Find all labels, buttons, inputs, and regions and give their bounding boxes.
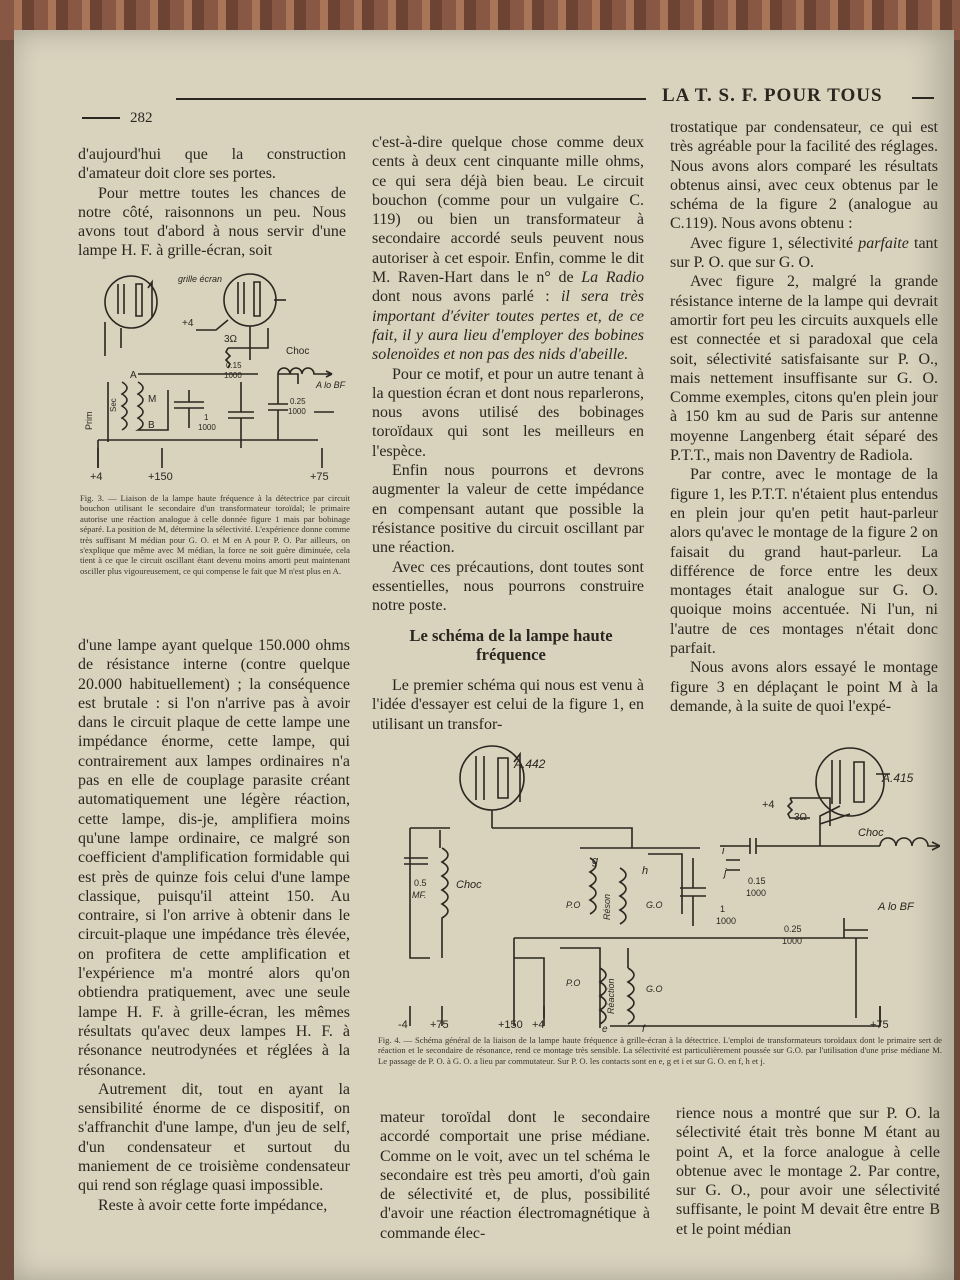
fig4-label: h [642, 865, 649, 877]
fig4-label: Réaction [606, 978, 616, 1014]
fig3-label: M [148, 394, 157, 405]
paragraph: Pour ce motif, et pour un autre tenant à la question écran et dont nous reparlerons, nous avons utilisé des bobinages toroïdaux qui sont les meilleurs en l'espèce. [372, 365, 644, 460]
paragraph: Avec figure 2, malgré la grande résistance interne de la lampe qui devrait amortir fort peu les circuits auxquels elle est connectée et si paradoxal que cela soit, sélectivité satisfaisante sur P. O., mais nettement insuffisante sur G. O. Comme exemples, citons qu'en plein jour à 150 km au sud de Paris sur antenne moyenne Langenberg était séparé des P.T.T., mais non Daventry de Radiola. [670, 273, 938, 465]
paragraph: Nous avons alors essayé le montage figure 3 en déplaçant le point M à la demande, à la suite de quoi l'expé- [670, 659, 938, 715]
fig3-label: 0.15 [226, 361, 242, 370]
fig4-label: A lo BF [878, 901, 914, 913]
figure-3-schematic [78, 262, 358, 488]
column-2 [372, 133, 644, 615]
tube-a442 [460, 746, 524, 810]
fig3-label: 1000 [224, 371, 242, 380]
paragraph [372, 133, 644, 365]
column-1-top [78, 145, 346, 261]
paragraph: Pour mettre toutes les chances de notre côté, raisonnons un peu. Nous avons tout d'abord à nous servir d'une lampe H. F. à grille-écran, soit [78, 184, 346, 260]
fig4-label: 1 [720, 904, 726, 914]
paragraph: d'une lampe ayant quelque 150.000 ohms de résistance interne (contre quelque 20.000 habituellement) ; la conséquence est brutale : si l'on n'arrive pas à avoir dans le circuit plaque de cette lampe une impédance énorme, cette lampe, qui contrairement aux lampes ordinaires n'a pas en elle de couplage parasite créant automatiquement une légère réaction, cette lampe, dis-je, amplifiera moins qu'une lampe ordinaire, ce malgré son coefficient d'amplification formidable qui est près de quinze fois celui d'une lampe classique, puisqu'il atteint 150. Au contraire, si l'on arrive à obtenir dans le circuit-plaque une impédance très élevée, on profitera de cette amplification et l'expérience m'a montré alors qu'on obtiendra pratiquement, avec une seule lampe H. F. à grille-écran, les mêmes résultats qu'avec deux lampes H. F. à résonance neutrodynées et réglées à la résonance. [78, 637, 350, 1079]
fig4-label: +4 [532, 1019, 545, 1031]
paragraph: Autrement dit, tout en ayant la sensibilité énorme de ce dispositif, on s'affranchit d'une lampe, d'un jeu de self, d'un condensateur et surtout du maniement de ce troisième condensateur qui rend son réglage quasi impossible. [78, 1080, 350, 1195]
fig4-label: G.O [646, 984, 663, 994]
paragraph: rience nous a montré que sur P. O. la sélectivité était très bonne M étant au point A, et la force analogue à celle obtenue avec le montage 2. Par contre, sur G. O., pour avoir une sélectivité suffisante, le point M devait être entre B et le point médian [676, 1105, 940, 1238]
fig4-label: MF. [412, 890, 427, 900]
fig4-label: P.O [566, 900, 581, 910]
text-run: c'est-à-dire quelque chose comme deux cents à deux cent cinquante mille ohms, ce qui sera déjà bien beau. Le circuit bouchon (comme pour un vulgaire C. 119) ou bien un transformateur à secondaire accordé seuls peuvent nous autoriser à cet espoir. Enfin, comme le dit M. Raven-Hart dans le n° de [372, 134, 644, 287]
paragraph: mateur toroïdal dont le secondaire accordé comportait une prise médiane. Comme on le voit, avec un tel schéma le secondaire est très peu amorti, d'où gain de sélectivité et, de plus, possibilité d'avoir une réaction électromagnétique à commande élec- [380, 1109, 650, 1242]
fig4-label: +75 [430, 1019, 449, 1031]
text-run-italic: parfaite [858, 234, 909, 252]
paragraph: Avec ces précautions, dont toutes sont essentielles, nous pourrons construire notre poste. [372, 558, 644, 615]
tube-left [105, 276, 157, 328]
column-2-bottom [380, 1108, 650, 1243]
fig4-label: 0.5 [414, 878, 427, 888]
fig4-label: i [722, 845, 725, 857]
running-title: LA T. S. F. POUR TOUS [662, 85, 883, 106]
column-3-bottom [676, 1104, 940, 1239]
fig3-label: +4 [90, 471, 103, 483]
fig4-label: +4 [762, 799, 775, 811]
fig3-label: 1 [204, 413, 209, 422]
fig4-label: 1000 [716, 916, 737, 926]
text-run-italic: il sera très important d'éviter toutes pertes et, de ce fait, il y aura lieu d'employer des bobines solenoïdes et non pas des nids d'abeille. [372, 288, 645, 364]
tube-a415 [816, 748, 884, 816]
fig4-label: 3Ω [794, 812, 808, 823]
fig4-label: 1000 [782, 936, 803, 946]
text-run: Avec figure 1, sélectivité [690, 234, 859, 252]
tube-right [224, 274, 276, 326]
figure-3-caption: Fig. 3. — Liaison de la lampe haute fréquence à la détectrice par circuit bouchon utilisant le secondaire d'un transformateur toroïdal; le primaire autorise une réaction analogue à celle donnée figure 1 mais par bobinage séparé. La position de M, détermine la sélectivité. L'expérience donne comme très suffisant M médian pour G. O. et M en A pour P. O. Par ailleurs, on s'explique que même avec M médian, la force ne soit guère diminuée, cela tient à ce que le circuit oscillant étant devenu moins amorti peut maintenant osciller plus vigoureusement, ce qui compense le fait que M n'est plus en A. [80, 493, 350, 576]
section-heading: Le schéma de la lampe haute fréquence [409, 626, 613, 664]
text-run: dont nous avons parlé : [372, 288, 561, 306]
fig4-label: 0.15 [748, 876, 766, 886]
fig4-label: G.O [646, 900, 663, 910]
paragraph: Enfin nous pourrons et devrons augmenter la valeur de cette impédance en compensant autant que possible la résistance positive du circuit oscillant par une réaction. [372, 462, 644, 557]
fig4-label: +150 [498, 1019, 523, 1031]
fig4-label: +75 [870, 1019, 889, 1031]
fig4-label: 1000 [746, 888, 767, 898]
column-1-bottom [78, 636, 350, 1215]
fig4-label: -4 [398, 1019, 408, 1031]
header-rule-right [912, 97, 934, 99]
fig3-label: 3Ω [224, 334, 238, 345]
paragraph: trostatique par condensateur, ce qui est très agréable pour la facilité des réglages. Nous avons alors comparé les résultats obtenus ainsi, avec ceux obtenus par le schéma de la figure 2 (analogue au C.119). Nous avons obtenu : [670, 119, 938, 233]
fig4-label: Choc [456, 879, 482, 891]
paragraph: Le premier schéma qui nous est venu à l'idée d'essayer est celui de la figure 1, en utilisant un transfor- [372, 677, 644, 733]
fig3-label: +4 [182, 318, 194, 329]
fig3-label: A lo BF [316, 380, 346, 390]
fig4-label: Choc [858, 827, 884, 839]
fig4-label: P.O [566, 978, 581, 988]
fig4-label: g [592, 855, 599, 867]
fig3-label: 1000 [288, 407, 306, 416]
paragraph [670, 234, 938, 273]
fig3-label: Prim [84, 411, 94, 430]
figure-4-schematic [380, 738, 940, 1038]
fig4-label: 0.25 [784, 924, 802, 934]
paragraph: Par contre, avec le montage de la figure 1, les P.T.T. n'étaient plus entendus en plein jour qu'en petit haut-parleur alors qu'avec le montage de la figure 2 on faisait du grand haut-parleur. La différence de force entre les deux montages était analogue sur G. O. quoique moins accentuée. Ni l'un, ni l'autre de ces montages n'était donc parfait. [670, 466, 938, 658]
page-number: 282 [130, 110, 153, 126]
fig4-label: A.442 [514, 757, 546, 771]
header-rule-left [82, 117, 120, 119]
fig3-label: 1000 [198, 423, 216, 432]
fig3-label: +75 [310, 471, 329, 483]
fig3-label: grille écran [178, 274, 223, 284]
fig3-label: +150 [148, 471, 173, 483]
text-run-italic: La Radio [581, 269, 644, 287]
header-rule-mid [176, 98, 646, 100]
fig4-label: e [602, 1024, 608, 1035]
fig3-label: Sec [109, 398, 118, 412]
fig3-label: 0.25 [290, 397, 306, 406]
column-2-lower [372, 676, 644, 734]
paragraph: d'aujourd'hui que la construction d'amateur doit clore ses portes. [78, 146, 346, 183]
text-run: tant sur P. O. que sur G. O. [670, 234, 938, 272]
fig4-label: A.415 [882, 771, 914, 785]
figure-4-caption: Fig. 4. — Schéma général de la liaison de la lampe haute fréquence à grille-écran à la détectrice. L'emploi de transformateurs toroïdaux dont le primaire sert de réaction et le secondaire de résonance, rend ce montage très sensible. La sélectivité est particulièrement poussée sur G.O. par l'utilisation d'une prise médiane M. Le passage de P. O. à G. O. a lieu par commutateur. Sur P. O. les contacts sont en e, g et i et sur G. O. en f, h et j. [378, 1035, 942, 1066]
fig3-label: Choc [286, 346, 310, 357]
fig4-label: Réson [602, 893, 612, 920]
column-3 [670, 118, 938, 716]
fig4-label: f [642, 1024, 645, 1035]
fig4-label: j [724, 867, 727, 879]
paragraph: Reste à avoir cette forte impédance, [98, 1196, 328, 1214]
fig3-label: B [148, 420, 155, 431]
fig3-label: A [130, 370, 137, 381]
